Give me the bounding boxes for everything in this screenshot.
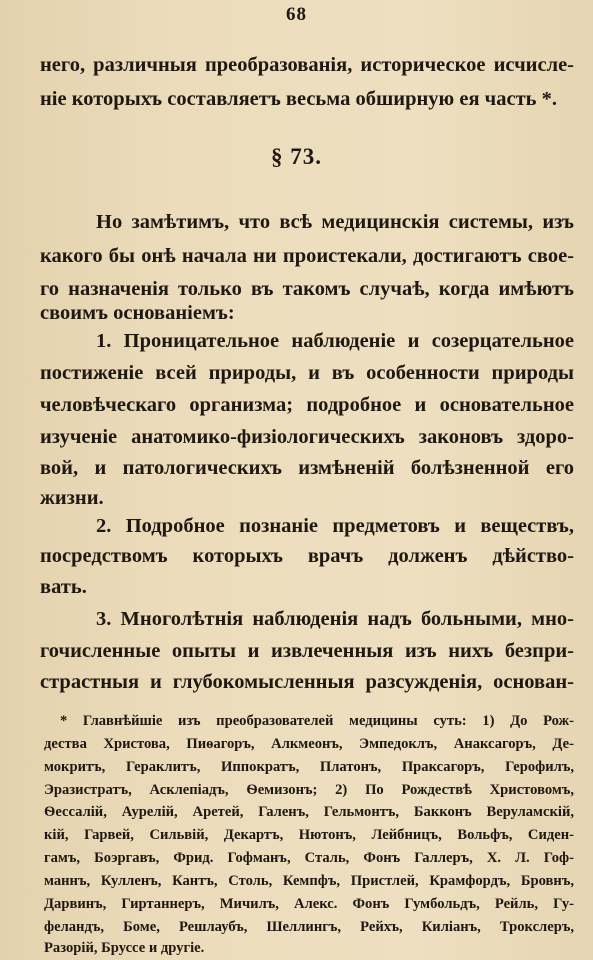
item-3-line: страстныя и глубокомысленныя разсужденія, основан- bbox=[40, 671, 574, 693]
body-line: ніе которыхъ составляетъ весьма обширную ея часть *. bbox=[40, 88, 557, 110]
footnote-line: Эразистратъ, Асклепіадъ, Ѳемизонъ; 2) По Рождествѣ Христовомъ, bbox=[44, 782, 574, 798]
intro-line: Но замѣтимъ, что всѣ медицинскія системы, изъ bbox=[96, 211, 574, 233]
footnote-line: * Главнѣйшіе изъ преобразователей медицины суть: 1) До Рож- bbox=[60, 713, 574, 729]
footnote-line: маннъ, Кулленъ, Кантъ, Столь, Кемпфъ, Пристлей, Крамфордъ, Бровнъ, bbox=[44, 873, 574, 889]
intro-line: своимъ основаніемъ: bbox=[40, 302, 235, 324]
intro-line: го назначенія только въ такомъ случаѣ, когда имѣютъ bbox=[40, 278, 574, 300]
item-1-line: постиженіе всей природы, и въ особенности природы bbox=[40, 362, 574, 384]
item-2-line: 2. Подробное познаніе предметовъ и веществъ, bbox=[96, 515, 574, 537]
item-1-line: 1. Проницательное наблюденіе и созерцательное bbox=[96, 330, 574, 352]
intro-line: какого бы онѣ начала ни проистекали, достигаютъ свое- bbox=[40, 245, 574, 267]
item-3-line: гочисленные опыты и извлеченныя изъ нихъ безпри- bbox=[40, 640, 574, 662]
footnote-line: феландъ, Боме, Решлаубъ, Шеллингъ, Рейхъ, Киліанъ, Трокслеръ, bbox=[44, 919, 574, 935]
footnote-line: кій, Гарвей, Сильвій, Декартъ, Нютонъ, Лейбницъ, Вольфъ, Сиден- bbox=[44, 827, 574, 843]
section-heading: § 73. bbox=[271, 144, 322, 169]
item-2-line: посредствомъ которыхъ врачъ долженъ дѣйство- bbox=[40, 545, 574, 567]
body-line: него, различныя преобразованія, историческое исчисле- bbox=[40, 54, 574, 76]
footnote-line: Разорій, Бруссе и другіе. bbox=[44, 940, 205, 956]
footnote-line: гамъ, Боэргавъ, Фрид. Гофманъ, Сталь, Фонъ Галлеръ, Х. Л. Гоф- bbox=[44, 850, 574, 866]
item-1-line: жизни. bbox=[40, 487, 104, 509]
footnote-line: дества Христова, Пиѳагоръ, Алкмеонъ, Эмпедоклъ, Анаксагоръ, Де- bbox=[44, 736, 574, 752]
footnote-line: мокритъ, Гераклитъ, Иппократъ, Платонъ, Праксагоръ, Герофилъ, bbox=[44, 759, 574, 775]
item-1-line: изученіе анатомико-физіологическихъ законовъ здоро- bbox=[40, 426, 574, 448]
item-3-line: 3. Многолѣтнія наблюденія надъ больными, мно- bbox=[96, 608, 574, 630]
item-1-line: вой, и патологическихъ измѣненій болѣзненной его bbox=[40, 457, 574, 479]
footnote-line: Дарвинъ, Гиртаннеръ, Мичилъ, Алекс. Фонъ Гумбольдъ, Рейль, Гу- bbox=[44, 896, 574, 912]
item-2-line: вать. bbox=[40, 576, 87, 598]
item-1-line: человѣческаго организма; подробное и основательное bbox=[40, 394, 574, 416]
footnote-line: Ѳессалій, Аурелій, Аретей, Галенъ, Гельмонтъ, Бакконъ Веруламскій, bbox=[44, 804, 574, 820]
page-number: 68 bbox=[286, 4, 307, 25]
